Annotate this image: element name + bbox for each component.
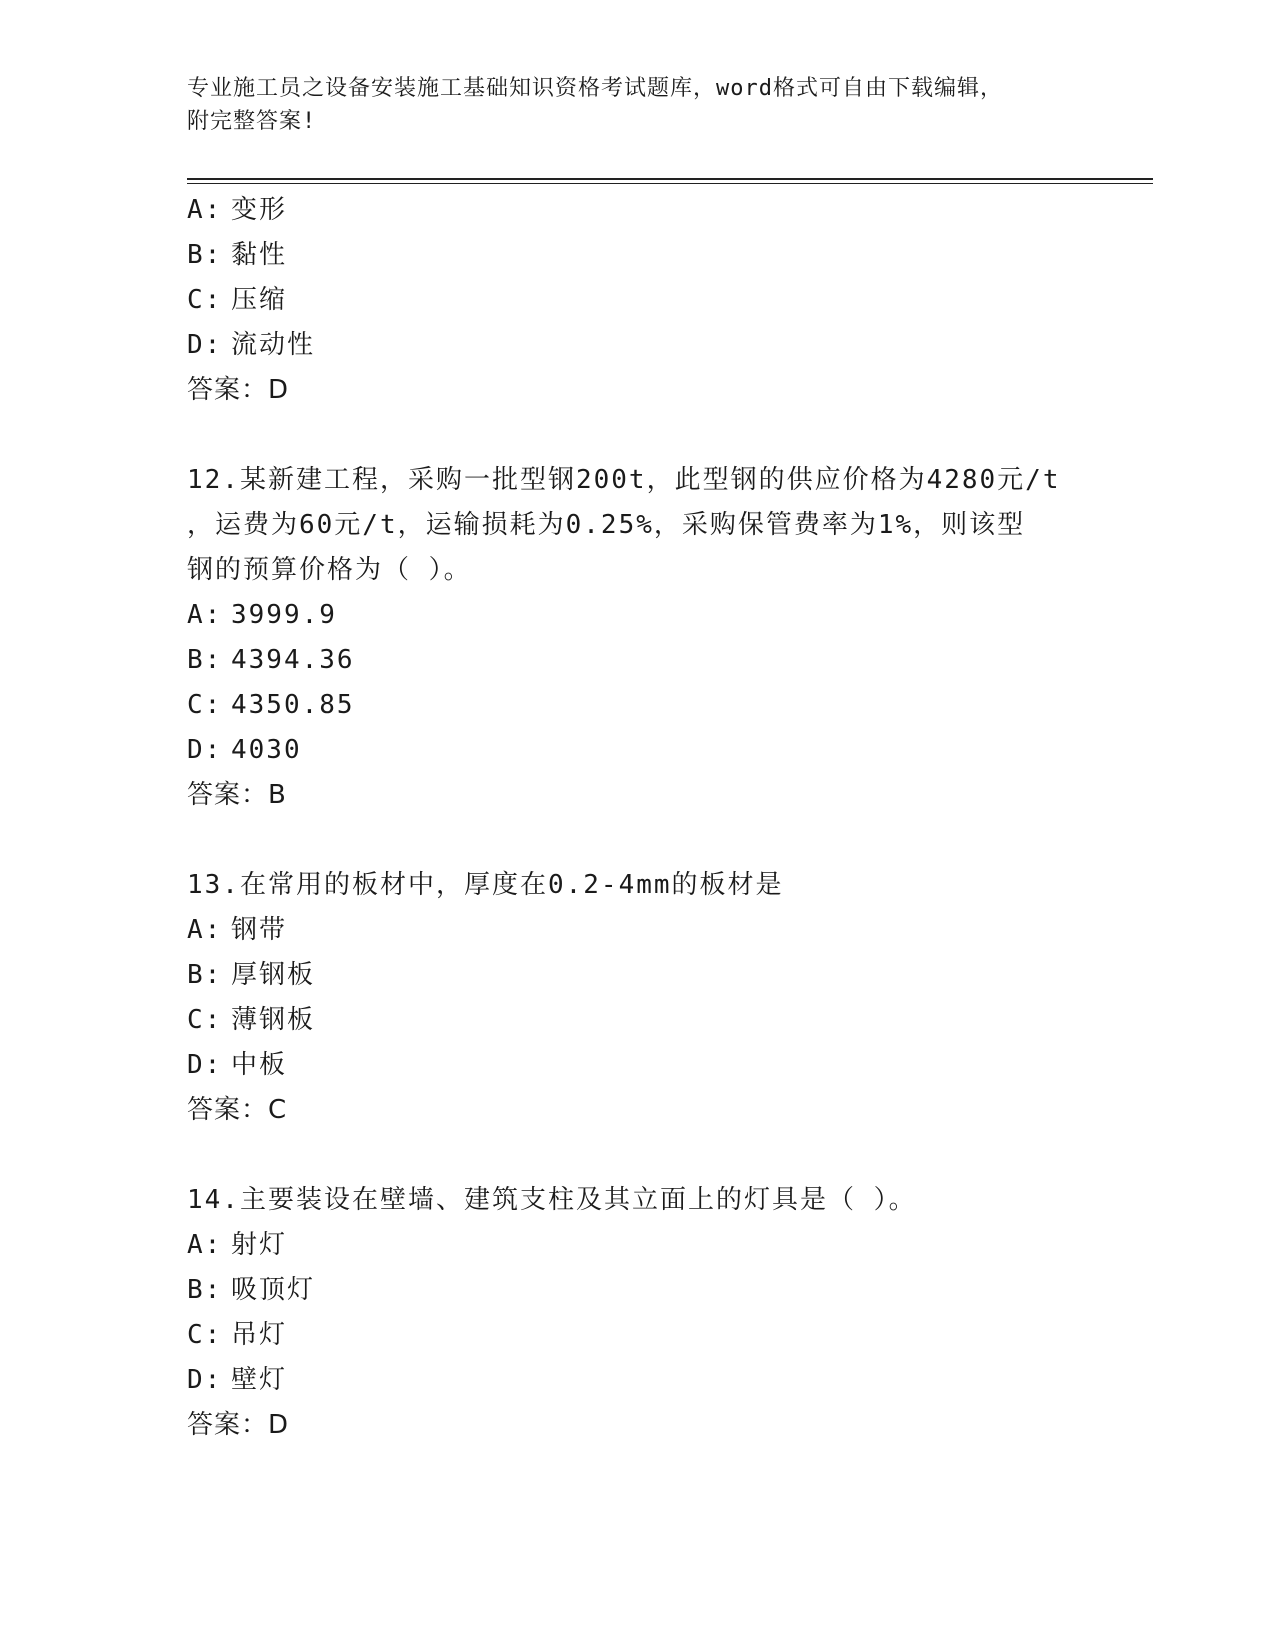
question-stem-line: ，运费为60元/t，运输损耗为0.25%，采购保管费率为1%，则该型 bbox=[187, 510, 1026, 540]
question-stem-line: 13.在常用的板材中，厚度在0.2-4mm的板材是 bbox=[187, 870, 784, 900]
option-d: D: 壁灯 bbox=[187, 1365, 288, 1395]
option-c: C: 4350.85 bbox=[187, 690, 355, 720]
header-divider-thick bbox=[187, 178, 1153, 180]
option-b: B: 4394.36 bbox=[187, 645, 355, 675]
option-a: A: 钢带 bbox=[187, 915, 288, 945]
option-b: B: 黏性 bbox=[187, 240, 288, 270]
question-stem-line: 钢的预算价格为（ ）。 bbox=[187, 555, 472, 585]
document-header bbox=[187, 72, 1087, 138]
header-line-1: 专业施工员之设备安装施工基础知识资格考试题库，word格式可自由下载编辑， bbox=[187, 76, 1003, 101]
option-b: B: 吸顶灯 bbox=[187, 1275, 316, 1305]
option-a: A: 变形 bbox=[187, 195, 288, 225]
answer: 答案：D bbox=[187, 375, 290, 405]
option-a: A: 3999.9 bbox=[187, 600, 337, 630]
option-d: D: 中板 bbox=[187, 1050, 288, 1080]
answer: 答案：B bbox=[187, 780, 287, 810]
question-stem-line: 14.主要装设在壁墙、建筑支柱及其立面上的灯具是（ ）。 bbox=[187, 1185, 917, 1215]
option-d: D: 4030 bbox=[187, 735, 302, 765]
answer: 答案：C bbox=[187, 1095, 288, 1125]
option-c: C: 吊灯 bbox=[187, 1320, 288, 1350]
option-c: C: 压缩 bbox=[187, 285, 288, 315]
option-a: A: 射灯 bbox=[187, 1230, 288, 1260]
header-divider-thin bbox=[187, 183, 1153, 184]
header-line-2: 附完整答案! bbox=[187, 109, 317, 134]
option-c: C: 薄钢板 bbox=[187, 1005, 316, 1035]
question-stem-line: 12.某新建工程，采购一批型钢200t，此型钢的供应价格为4280元/t bbox=[187, 465, 1061, 495]
option-b: B: 厚钢板 bbox=[187, 960, 316, 990]
answer: 答案：D bbox=[187, 1410, 290, 1440]
option-d: D: 流动性 bbox=[187, 330, 316, 360]
